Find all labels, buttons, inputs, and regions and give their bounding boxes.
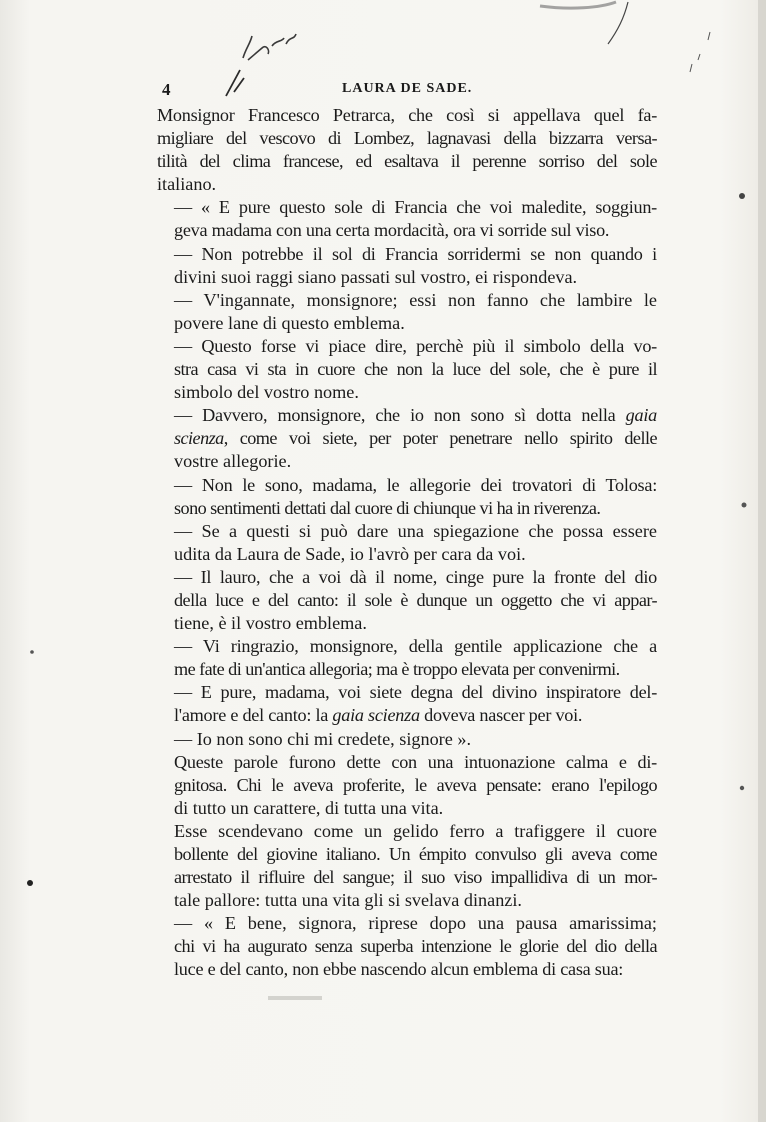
paragraph [157,404,657,473]
text-line: migliare del vescovo di Lombez, lagnavasi della bizzarra versa- [157,128,657,149]
text-line: geva madama con una certa mordacità, ora vi sorride sul viso. [174,220,610,241]
text-line: — V'ingannate, monsignore; essi non fanno che lambire le [174,289,657,310]
paragraph [157,912,657,981]
text-line: vostre allegorie. [174,451,292,472]
paragraph [157,681,657,727]
text-line: divini suoi raggi siano passati sul vostro, ei rispondeva. [174,266,578,287]
paragraph [157,243,657,289]
text-line: arrestato il rifluire del sangue; il suo viso impallidiva di un mor- [174,867,657,888]
text-line: — « E bene, signora, riprese dopo una pausa amarissima; [174,913,657,934]
italic-phrase: gaia [625,405,657,426]
text-line: l'amore e del canto: la gaia scienza doveva nascer per voi. [174,705,583,726]
text-line: sono sentimenti dettati dal cuore di chiunque vi ha in riverenza. [174,497,601,518]
text-line: gnitosa. Chi le aveva proferite, le aveva pensate: erano l'epilogo [174,774,657,795]
paragraph [157,289,657,335]
text-line: Queste parole furono dette con una intuonazione calma e di- [174,751,657,772]
paragraph [157,196,657,242]
running-header [162,80,662,102]
text-line: stra casa vi sta in cuore che non la luce del sole, che è pure il [174,359,657,380]
text-line: udita da Laura de Sade, io l'avrò per cara da voi. [174,543,526,564]
margin-tick [690,32,710,72]
text-line: — Vi ringrazio, monsignore, della gentile applicazione che a [174,636,657,657]
text-line: scienza, come voi siete, per poter penetrare nello spirito delle [174,428,657,449]
paragraph [157,474,657,520]
text-line: bollente del giovine italiano. Un émpito convulso gli aveva come [174,844,657,864]
text-line: — Questo forse vi piace dire, perchè più il simbolo della vo- [174,335,657,356]
paragraph [157,728,657,751]
paragraph [157,104,657,196]
paragraph [157,751,657,820]
paragraph [157,820,657,912]
running-title: LAURA DE SADE. [342,81,473,96]
margin-dot [27,880,33,886]
corner-line [608,2,628,44]
text-line: — Non le sono, madama, le allegorie dei trovatori di Tolosa: [174,474,657,495]
margin-dot [742,503,747,508]
italic-phrase: gaia scienza [332,705,420,726]
text-line: luce e del canto, non ebbe nascendo alcun emblema di casa sua: [174,959,624,980]
text-line: — Non potrebbe il sol di Francia sorridermi se non quando i [174,243,657,264]
text-line: — Davvero, monsignore, che io non sono sì dotta nella gaia [174,405,657,426]
text-line: chi vi ha augurato senza superba intenzione le glorie del dio della [174,936,657,957]
text-line: simbolo del vostro nome. [174,382,359,403]
text-line: — « E pure questo sole di Francia che voi maledite, soggiun- [174,197,657,218]
text-line: me fate di un'antica allegoria; ma è troppo elevata per convenirmi. [174,659,620,680]
text-line: tiene, è il vostro emblema. [174,613,367,634]
text-line: Monsignor Francesco Petrarca, che così si appellava quel fa- [157,105,657,125]
margin-dot [30,650,34,654]
pencil-scribble [243,34,296,60]
text-line: — Il lauro, che a voi dà il nome, cinge pure la fronte del dio [174,566,657,587]
margin-dot [740,786,744,790]
text-line: della luce e del canto: il sole è dunque un oggetto che vi appar- [174,589,657,610]
text-line: Esse scendevano come un gelido ferro a trafiggere il cuore [174,820,657,841]
paragraph [157,520,657,566]
paragraph [157,566,657,635]
paragraph [157,335,657,404]
text-line: povere lane di questo emblema. [174,312,405,333]
page-number: 4 [162,80,171,99]
italic-phrase: scienza [174,428,224,449]
text-line: tale pallore: tutta una vita gli si svelava dinanzi. [174,890,522,911]
text-line: italiano. [157,174,217,195]
text-line: — Io non sono chi mi credete, signore ». [174,728,471,749]
text-line: di tutto un carattere, di tutta una vita. [174,797,444,818]
text-line: — Se a questi si può dare una spiegazione che possa essere [174,520,657,541]
right-edge-shadow [758,0,766,1122]
paragraph [157,635,657,681]
text-line: — E pure, madama, voi siete degna del divino inspiratore del- [174,682,657,703]
body-text [157,104,657,982]
text-line: tilità del clima francese, ed esaltava il perenne sorriso del sole [157,151,657,172]
margin-dot [739,193,745,199]
corner-smudge [540,2,616,8]
